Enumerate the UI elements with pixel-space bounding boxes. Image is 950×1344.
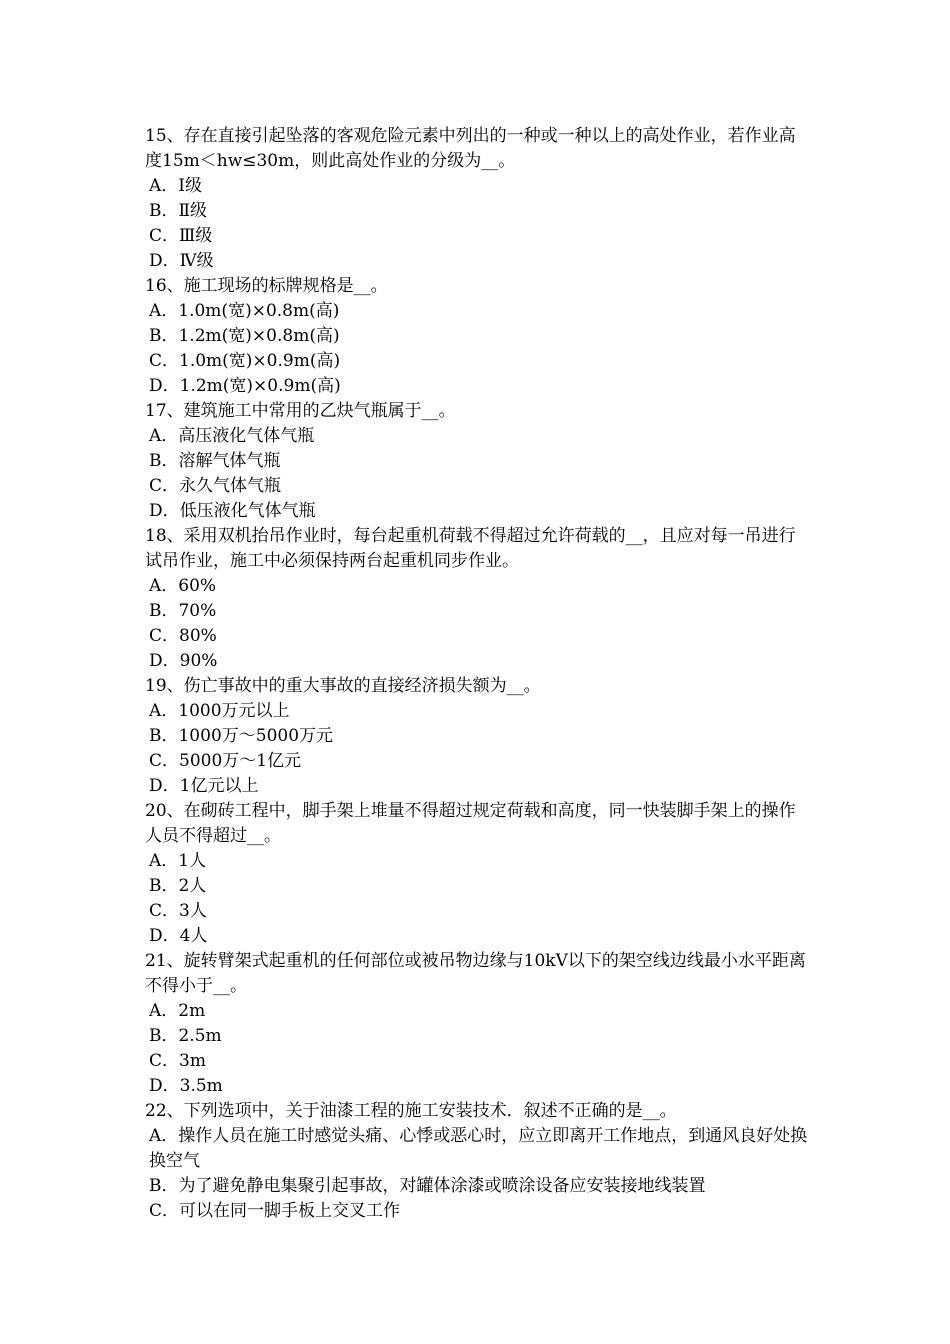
- question-17: 17、建筑施工中常用的乙炔气瓶属于__。: [145, 401, 456, 421]
- option-16-c: C．1.0m(宽)×0.9m(高): [149, 351, 341, 371]
- option-18-d: D．90%: [149, 651, 218, 671]
- option-21-a: A．2m: [149, 1001, 206, 1021]
- question-20: 20、在砌砖工程中，脚手架上堆量不得超过规定荷载和高度，同一快装脚手架上的操作人员不得超过__。: [145, 801, 796, 846]
- question-19: 19、伤亡事故中的重大事故的直接经济损失额为__。: [145, 676, 541, 696]
- question-21: 21、旋转臂架式起重机的任何部位或被吊物边缘与10kV以下的架空线边线最小水平距离不得小于__。: [145, 951, 806, 996]
- question-22: 22、下列选项中，关于油漆工程的施工安装技术．叙述不正确的是__。: [145, 1101, 677, 1121]
- option-21-d: D．3.5m: [149, 1076, 223, 1096]
- option-17-c: C．永久气体气瓶: [149, 476, 282, 496]
- option-19-a: A．1000万元以上: [149, 701, 290, 721]
- option-20-c: C．3人: [149, 901, 207, 921]
- option-17-a: A．高压液化气体气瓶: [149, 426, 315, 446]
- option-17-d: D．低压液化气体气瓶: [149, 501, 316, 521]
- option-20-b: B．2人: [149, 876, 207, 896]
- option-19-d: D．1亿元以上: [149, 776, 259, 796]
- question-15: 15、存在直接引起坠落的客观危险元素中列出的一种或一种以上的高处作业，若作业高度15m＜hw≤30m，则此高处作业的分级为__。: [145, 126, 796, 171]
- document-body: [145, 124, 810, 1224]
- option-15-a: A．Ⅰ级: [149, 176, 202, 196]
- question-18: 18、采用双机抬吊作业时，每台起重机荷载不得超过允许荷载的__，且应对每一吊进行试吊作业，施工中必须保持两台起重机同步作业。: [145, 526, 796, 571]
- option-18-a: A．60%: [149, 576, 217, 596]
- option-18-c: C．80%: [149, 626, 217, 646]
- option-15-b: B．Ⅱ级: [149, 201, 208, 221]
- option-15-d: D．Ⅳ级: [149, 251, 214, 271]
- option-16-d: D．1.2m(宽)×0.9m(高): [149, 376, 341, 396]
- option-21-c: C．3m: [149, 1051, 206, 1071]
- option-19-b: B．1000万～5000万元: [149, 726, 334, 746]
- option-19-c: C．5000万～1亿元: [149, 751, 302, 771]
- option-21-b: B．2.5m: [149, 1026, 222, 1046]
- option-16-b: B．1.2m(宽)×0.8m(高): [149, 326, 340, 346]
- option-22-b: B．为了避免静电集聚引起事故，对罐体涂漆或喷涂设备应安装接地线装置: [149, 1176, 706, 1196]
- option-18-b: B．70%: [149, 601, 217, 621]
- option-16-a: A．1.0m(宽)×0.8m(高): [149, 301, 340, 321]
- option-22-a: A．操作人员在施工时感觉头痛、心悸或恶心时，应立即离开工作地点，到通风良好处换换空气: [149, 1126, 808, 1171]
- option-15-c: C．Ⅲ级: [149, 226, 213, 246]
- option-22-c: C．可以在同一脚手板上交叉工作: [149, 1201, 401, 1221]
- option-20-a: A．1人: [149, 851, 207, 871]
- question-16: 16、施工现场的标牌规格是__。: [145, 276, 388, 296]
- option-17-b: B．溶解气体气瓶: [149, 451, 281, 471]
- option-20-d: D．4人: [149, 926, 208, 946]
